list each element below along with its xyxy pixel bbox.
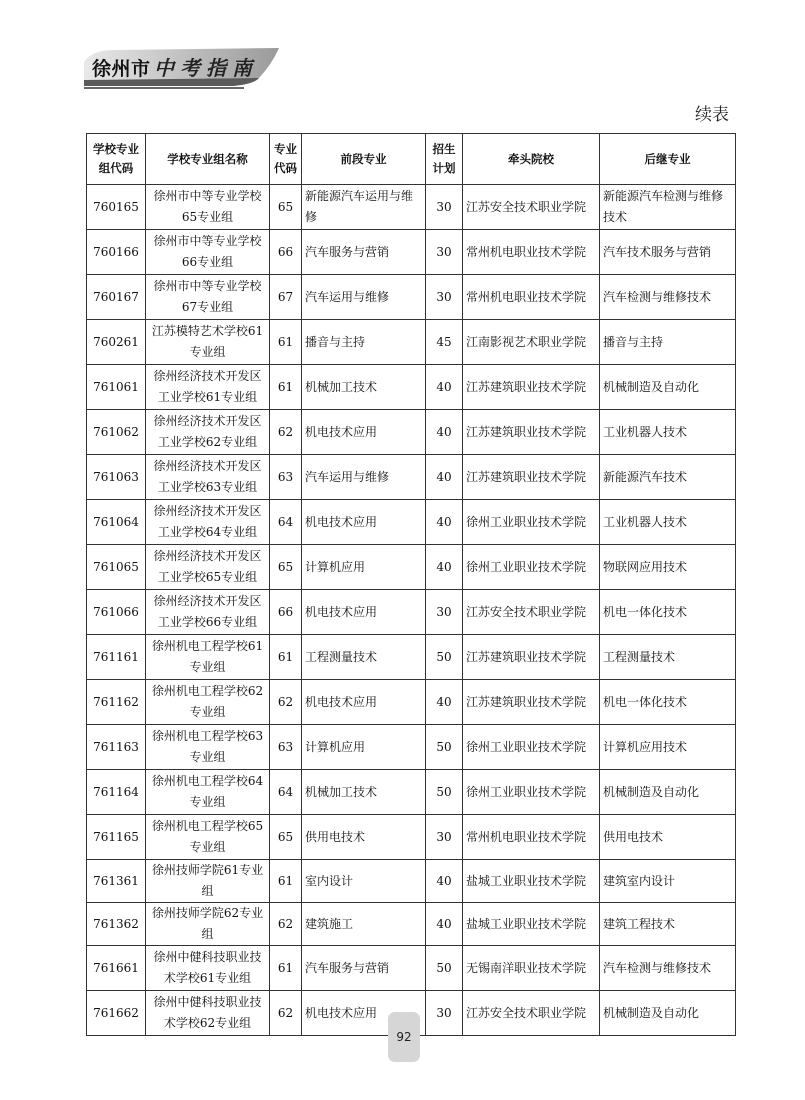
table-cell: 机械加工技术 [302,770,426,815]
table-cell: 761064 [87,500,146,545]
table-cell: 760261 [87,320,146,365]
table-cell: 徐州机电工程学校63专业组 [146,725,270,770]
table-cell: 机械制造及自动化 [600,365,736,410]
table-cell: 61 [270,635,302,680]
table-cell: 50 [426,770,463,815]
table-row [87,946,736,991]
table-cell: 机电技术应用 [302,500,426,545]
table-cell: 62 [270,680,302,725]
table-cell: 汽车运用与维修 [302,455,426,500]
table-row [87,635,736,680]
table-cell: 761062 [87,410,146,455]
table-cell: 40 [426,410,463,455]
table-cell: 63 [270,455,302,500]
table-cell: 江苏安全技术职业学院 [463,185,600,230]
table-cell: 761662 [87,991,146,1036]
table-cell: 40 [426,903,463,946]
table-cell: 建筑施工 [302,903,426,946]
table-cell: 761162 [87,680,146,725]
table-cell: 江南影视艺术职业学院 [463,320,600,365]
table-cell: 机电技术应用 [302,680,426,725]
table-cell: 机械加工技术 [302,365,426,410]
table-cell: 供用电技术 [302,815,426,860]
table-cell: 40 [426,680,463,725]
table-cell: 徐州机电工程学校61专业组 [146,635,270,680]
table-cell: 机电技术应用 [302,991,426,1036]
table-cell: 50 [426,635,463,680]
table-cell: 761065 [87,545,146,590]
table-cell: 徐州经济技术开发区工业学校62专业组 [146,410,270,455]
table-cell: 无锡南洋职业技术学院 [463,946,600,991]
table-cell: 65 [270,185,302,230]
table-header-row [87,134,736,185]
table-cell: 50 [426,946,463,991]
table-cell: 65 [270,815,302,860]
table-cell: 50 [426,725,463,770]
table-cell: 61 [270,365,302,410]
col-header: 后继专业 [600,134,736,185]
table-cell: 江苏建筑职业技术学院 [463,410,600,455]
col-header: 学校专业组代码 [87,134,146,185]
table-cell: 40 [426,365,463,410]
table-cell: 常州机电职业技术学院 [463,230,600,275]
table-cell: 播音与主持 [302,320,426,365]
table-cell: 761066 [87,590,146,635]
table-cell: 40 [426,860,463,903]
table-cell: 67 [270,275,302,320]
table-row [87,410,736,455]
table-cell: 45 [426,320,463,365]
table-cell: 徐州经济技术开发区工业学校63专业组 [146,455,270,500]
table-cell: 徐州机电工程学校65专业组 [146,815,270,860]
table-cell: 工程测量技术 [302,635,426,680]
table-row [87,365,736,410]
table-cell: 30 [426,991,463,1036]
table-cell: 建筑室内设计 [600,860,736,903]
table-cell: 汽车技术服务与营销 [600,230,736,275]
table-cell: 盐城工业职业技术学院 [463,860,600,903]
table-row [87,275,736,320]
table-cell: 机电一体化技术 [600,680,736,725]
table-cell: 徐州工业职业技术学院 [463,500,600,545]
table-cell: 播音与主持 [600,320,736,365]
table-cell: 汽车检测与维修技术 [600,275,736,320]
table-cell: 机电技术应用 [302,590,426,635]
table-cell: 江苏模特艺术学校61专业组 [146,320,270,365]
table-cell: 徐州市中等专业学校65专业组 [146,185,270,230]
table-cell: 物联网应用技术 [600,545,736,590]
table-cell: 760165 [87,185,146,230]
table-cell: 徐州中健科技职业技术学校61专业组 [146,946,270,991]
table-cell: 新能源汽车运用与维修 [302,185,426,230]
table-cell: 761163 [87,725,146,770]
table-cell: 徐州经济技术开发区工业学校65专业组 [146,545,270,590]
table-cell: 761061 [87,365,146,410]
table-row [87,590,736,635]
page-number: 92 [388,1012,420,1062]
table-cell: 66 [270,590,302,635]
table-cell: 江苏建筑职业技术学院 [463,455,600,500]
table-row [87,903,736,946]
table-cell: 761063 [87,455,146,500]
table-cell: 40 [426,545,463,590]
table-row [87,455,736,500]
table-row [87,815,736,860]
table-cell: 徐州经济技术开发区工业学校61专业组 [146,365,270,410]
table-cell: 761164 [87,770,146,815]
table-cell: 62 [270,903,302,946]
table-cell: 江苏建筑职业技术学院 [463,680,600,725]
table-row [87,860,736,903]
table-cell: 江苏安全技术职业学院 [463,590,600,635]
table-cell: 新能源汽车检测与维修技术 [600,185,736,230]
table-cell: 新能源汽车技术 [600,455,736,500]
table-cell: 供用电技术 [600,815,736,860]
table-body [87,185,736,1036]
table-cell: 徐州工业职业技术学院 [463,545,600,590]
banner-guide-title: 中考指南 [154,56,258,80]
table-cell: 65 [270,545,302,590]
table-cell: 761362 [87,903,146,946]
table-cell: 汽车检测与维修技术 [600,946,736,991]
table-cell: 江苏建筑职业技术学院 [463,365,600,410]
admissions-table [86,133,736,1036]
table-cell: 徐州机电工程学校64专业组 [146,770,270,815]
table-cell: 徐州经济技术开发区工业学校64专业组 [146,500,270,545]
table-cell: 工程测量技术 [600,635,736,680]
table-row [87,500,736,545]
table-cell: 机械制造及自动化 [600,991,736,1036]
table-cell: 徐州市中等专业学校67专业组 [146,275,270,320]
table-cell: 建筑工程技术 [600,903,736,946]
table-cell: 61 [270,320,302,365]
col-header: 专业代码 [270,134,302,185]
table-cell: 计算机应用 [302,725,426,770]
table-row [87,725,736,770]
table-cell: 61 [270,860,302,903]
col-header: 牵头院校 [463,134,600,185]
table-cell: 徐州中健科技职业技术学校62专业组 [146,991,270,1036]
table-cell: 30 [426,590,463,635]
table-cell: 室内设计 [302,860,426,903]
table-cell: 62 [270,991,302,1036]
table-cell: 760167 [87,275,146,320]
table-cell: 63 [270,725,302,770]
table-row [87,230,736,275]
table-cell: 徐州工业职业技术学院 [463,770,600,815]
table-cell: 761165 [87,815,146,860]
table-cell: 徐州工业职业技术学院 [463,725,600,770]
table-cell: 761361 [87,860,146,903]
col-header: 学校专业组名称 [146,134,270,185]
table-cell: 常州机电职业技术学院 [463,275,600,320]
table-row [87,185,736,230]
banner-city: 徐州市 [92,58,151,80]
table-cell: 计算机应用 [302,545,426,590]
table-cell: 工业机器人技术 [600,410,736,455]
table-row [87,545,736,590]
col-header: 招生计划 [426,134,463,185]
table-cell: 徐州机电工程学校62专业组 [146,680,270,725]
table-cell: 汽车服务与营销 [302,230,426,275]
table-cell: 机械制造及自动化 [600,770,736,815]
table-cell: 30 [426,230,463,275]
table-cell: 机电技术应用 [302,410,426,455]
table-row [87,320,736,365]
table-cell: 40 [426,455,463,500]
table-cell: 计算机应用技术 [600,725,736,770]
table-cell: 64 [270,770,302,815]
table-cell: 常州机电职业技术学院 [463,815,600,860]
table-cell: 66 [270,230,302,275]
table-row [87,770,736,815]
table-cell: 30 [426,815,463,860]
table-cell: 62 [270,410,302,455]
table-cell: 江苏建筑职业技术学院 [463,635,600,680]
table-cell: 江苏安全技术职业学院 [463,991,600,1036]
table-cell: 40 [426,500,463,545]
table-cell: 徐州经济技术开发区工业学校66专业组 [146,590,270,635]
table-cell: 761661 [87,946,146,991]
table-cell: 机电一体化技术 [600,590,736,635]
table-cell: 64 [270,500,302,545]
table-cell: 61 [270,946,302,991]
table-cell: 30 [426,275,463,320]
table-cell: 徐州市中等专业学校66专业组 [146,230,270,275]
col-header: 前段专业 [302,134,426,185]
table-cell: 汽车服务与营销 [302,946,426,991]
continued-label: 续表 [695,105,729,125]
table-cell: 徐州技师学院62专业组 [146,903,270,946]
table-cell: 盐城工业职业技术学院 [463,903,600,946]
table-cell: 761161 [87,635,146,680]
table-cell: 汽车运用与维修 [302,275,426,320]
table-cell: 30 [426,185,463,230]
header-banner [84,44,284,90]
table-cell: 760166 [87,230,146,275]
table-cell: 工业机器人技术 [600,500,736,545]
table-row [87,680,736,725]
table-cell: 徐州技师学院61专业组 [146,860,270,903]
